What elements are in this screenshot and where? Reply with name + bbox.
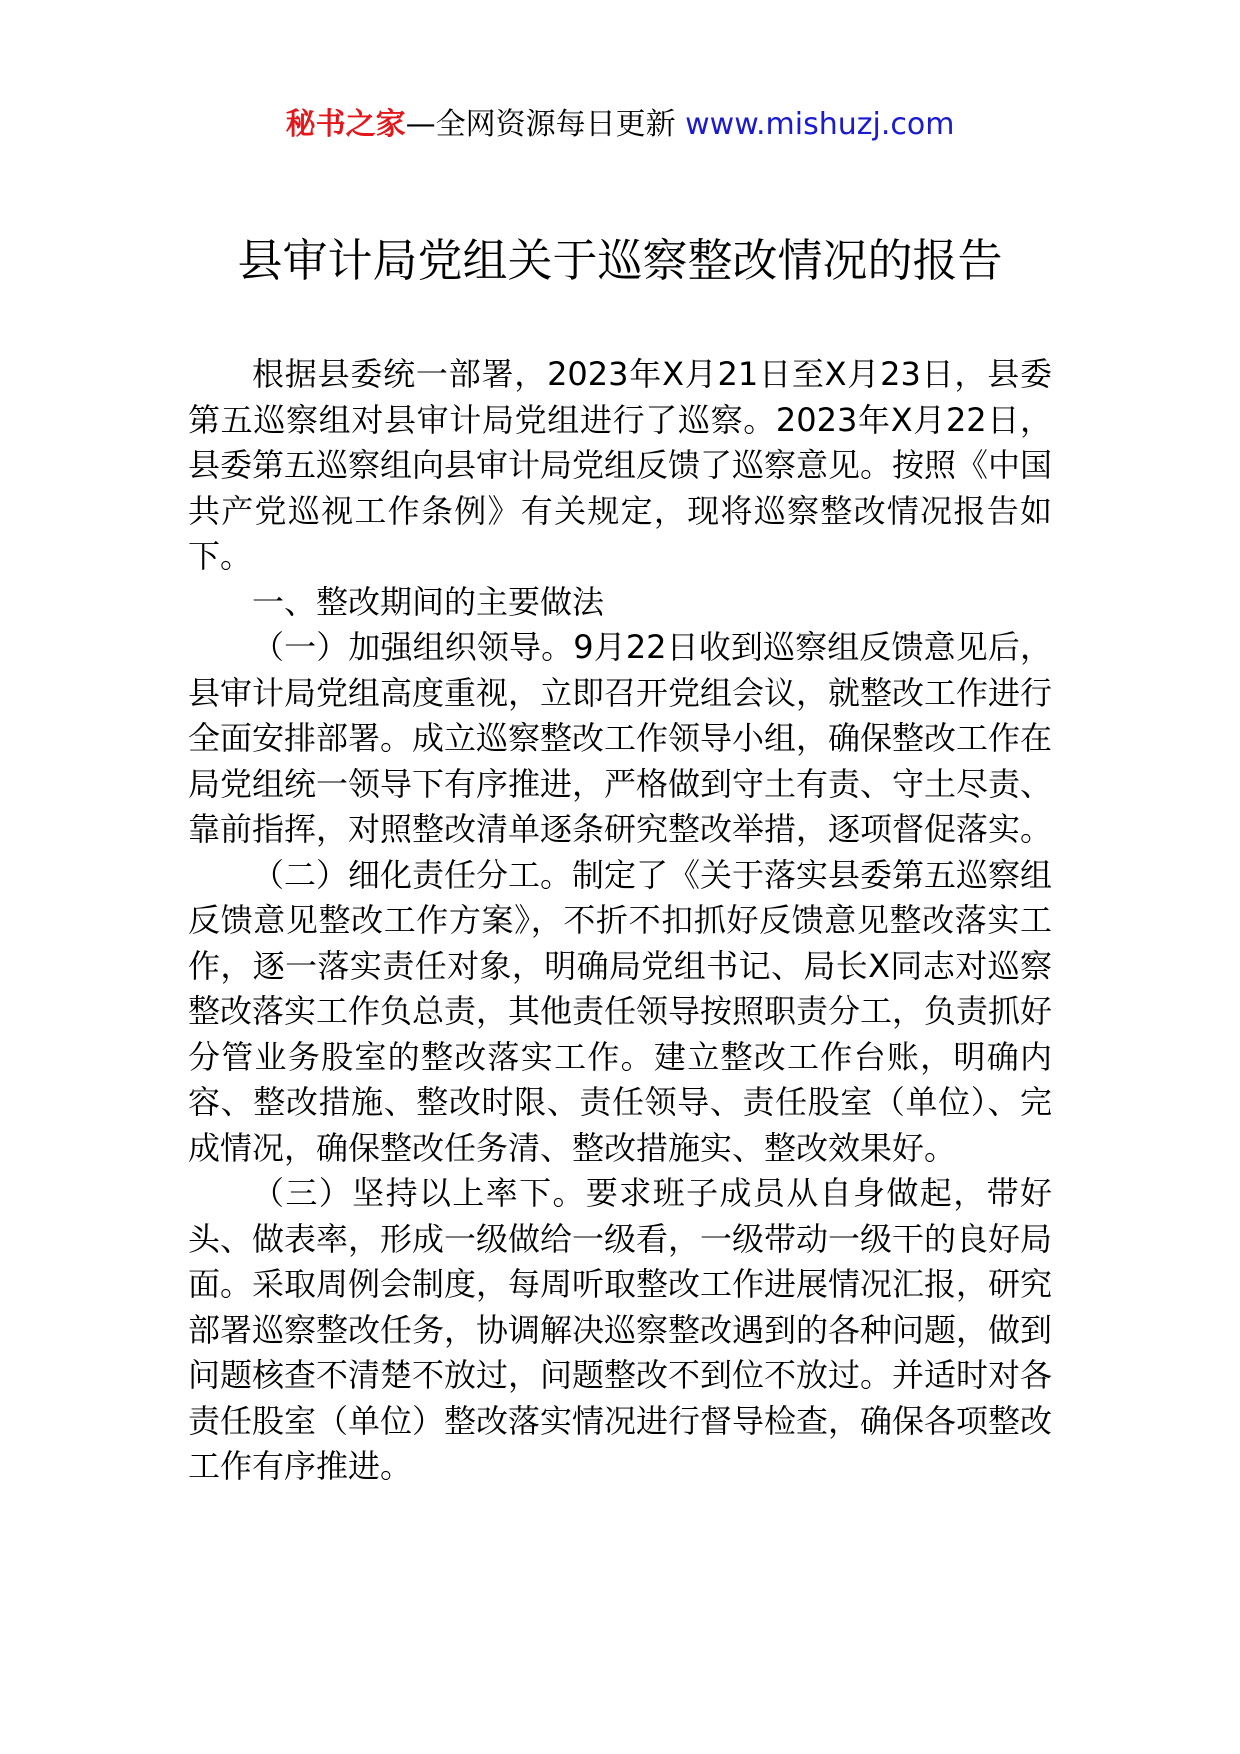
site-tagline: —全网资源每日更新 <box>405 107 676 142</box>
paragraph-intro: 根据县委统一部署，2023年X月21日至X月23日，县委第五巡察组对县审计局党组进行了巡察。2023年X月22日，县委第五巡察组向县审计局党组反馈了巡察意见。按照《中国共产党巡视工作条例》有关规定，现将巡察整改情况报告如下。 <box>188 355 1053 575</box>
document-body <box>188 352 1052 1490</box>
paragraph-item-1: （一）加强组织领导。9月22日收到巡察组反馈意见后，县审计局党组高度重视，立即召开党组会议，就整改工作进行全面安排部署。成立巡察整改工作领导小组，确保整改工作在局党组统一领导下有序推进，严格做到守土有责、守土尽责、靠前指挥，对照整改清单逐条研究整改举措，逐项督促落实。 <box>188 628 1053 848</box>
paragraph-item-3: （三）坚持以上率下。要求班子成员从自身做起，带好头、做表率，形成一级做给一级看，一级带动一级干的良好局面。采取周例会制度，每周听取整改工作进展情况汇报，研究部署巡察整改任务，协调解决巡察整改遇到的各种问题，做到问题核查不清楚不放过，问题整改不到位不放过。并适时对各责任股室（单位）整改落实情况进行督导检查，确保各项整改工作有序推进。 <box>188 1174 1053 1485</box>
site-url-link[interactable]: www.mishuzj.com <box>685 107 955 142</box>
section-heading: 一、整改期间的主要做法 <box>252 582 605 621</box>
site-header <box>0 100 1240 150</box>
site-brand: 秘书之家 <box>285 107 406 142</box>
document-title: 县审计局党组关于巡察整改情况的报告 <box>237 234 1003 287</box>
paragraph-item-2: （二）细化责任分工。制定了《关于落实县委第五巡察组反馈意见整改工作方案》，不折不扣抓好反馈意见整改落实工作，逐一落实责任对象，明确局党组书记、局长X同志对巡察整改落实工作负总责，其他责任领导按照职责分工，负责抓好分管业务股室的整改落实工作。建立整改工作台账，明确内容、整改措施、整改时限、责任领导、责任股室（单位）、完成情况，确保整改任务清、整改措施实、整改效果好。 <box>188 855 1053 1167</box>
